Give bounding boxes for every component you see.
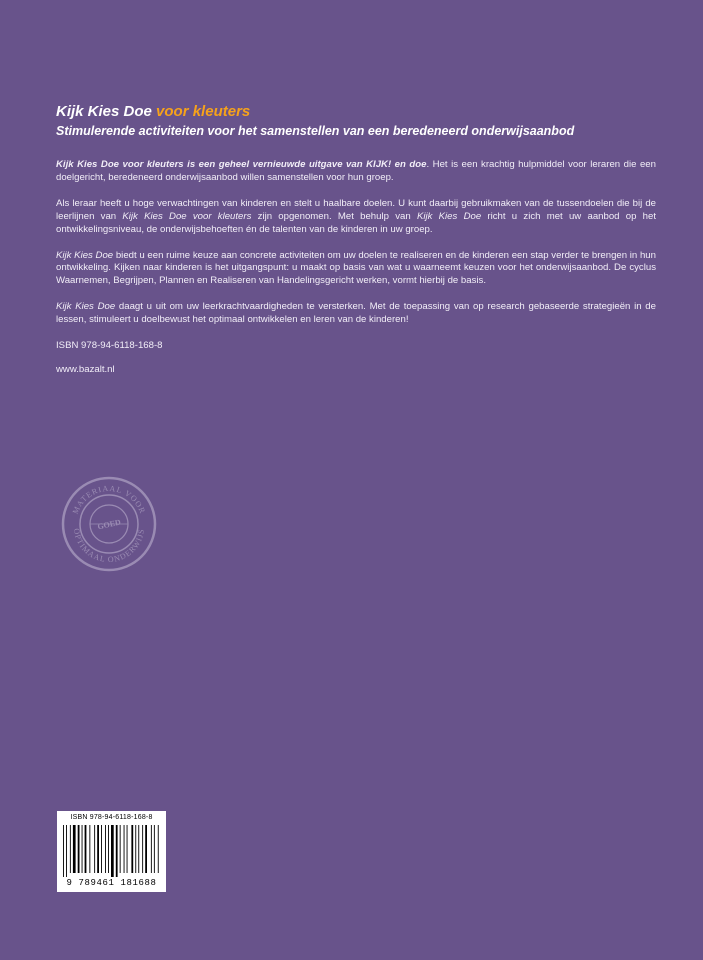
seal-center-text: GOED xyxy=(96,517,122,532)
barcode-bar xyxy=(105,825,106,873)
barcode-isbn-label: ISBN 978-94-6118-168-8 xyxy=(70,814,153,821)
title-main: Kijk Kies Doe xyxy=(56,103,152,120)
barcode-bar xyxy=(63,825,64,877)
barcode-bar xyxy=(89,825,90,873)
emphasis-run: Kijk Kies Doe voor kleuters xyxy=(122,210,252,222)
barcode-bar xyxy=(66,825,67,877)
title-accent: voor kleuters xyxy=(156,103,251,120)
barcode-bar xyxy=(108,825,109,873)
seal-icon xyxy=(60,475,158,573)
barcode-bar xyxy=(158,825,159,873)
barcode-bar xyxy=(94,825,95,873)
quality-seal-stamp xyxy=(60,475,158,573)
back-cover-text xyxy=(56,103,656,375)
emphasis-run: Kijk Kies Doe xyxy=(416,210,482,222)
text-run: zijn opgenomen. Met behulp van xyxy=(251,210,417,222)
barcode-bar xyxy=(70,825,71,873)
barcode-bar xyxy=(97,825,99,873)
seal-bottom-text: OPTIMAAL ONDERWIJS xyxy=(71,527,147,565)
barcode-bar xyxy=(124,825,125,873)
barcode-panel xyxy=(57,811,166,892)
barcode-bar xyxy=(78,825,80,873)
svg-text:OPTIMAAL ONDERWIJS xyxy=(72,528,146,564)
barcode-digits: 9 789461 181688 xyxy=(66,878,157,888)
barcode-bar xyxy=(116,825,118,877)
barcode-bar xyxy=(127,825,128,873)
barcode-bar xyxy=(120,825,121,873)
barcode-bar xyxy=(145,825,147,873)
barcode-bar xyxy=(73,825,76,873)
paragraph-skills xyxy=(56,301,656,327)
book-subtitle: Stimulerende activiteiten voor het samenstellen van een beredeneerd onderwijsaanbod xyxy=(56,124,575,138)
text-run: daagt u uit om uw leerkrachtvaardigheden te versterken. Met de toepassing van op research gebaseerde strategieën in de lessen, stimuleert u doelbewust het optimaal ontwikkelen en leren van de kinderen! xyxy=(56,301,656,326)
emphasis-run: Kijk Kies Doe xyxy=(56,249,114,261)
emphasis-run: Kijk Kies Doe xyxy=(56,301,116,313)
barcode-bar xyxy=(101,825,102,873)
barcode-bar xyxy=(85,825,87,873)
svg-text:MATERIAAL VOOR xyxy=(71,484,148,515)
paragraph-activities xyxy=(56,250,656,289)
paragraph-expectations xyxy=(56,198,656,237)
website-link[interactable]: www.bazalt.nl xyxy=(56,364,115,376)
text-run: biedt u een ruime keuze aan concrete activiteiten om uw doelen te realiseren en de kinderen een stap verder te brengen in hun ontwikkeling. Kijken naar kinderen is het uitgangspunt: u maakt op basis van wat u waarneemt keuzen voor het onderwijsaanbod. De cyclus Waarnemen, Begrijpen, Plannen en Realiseren van Handelingsgericht werken, vormt hierbij de basis. xyxy=(56,249,656,287)
isbn-text: ISBN 978-94-6118-168-8 xyxy=(56,340,163,352)
barcode-bar xyxy=(135,825,136,873)
barcode-bar xyxy=(111,825,114,877)
intro-lead: Kijk Kies Doe voor kleuters is een geheel vernieuwde uitgave van KIJK! en doe xyxy=(56,159,427,170)
barcode-bar xyxy=(138,825,139,873)
seal-top-text: MATERIAAL VOOR xyxy=(70,483,148,516)
barcode-bar xyxy=(154,825,155,873)
barcode-icon xyxy=(61,825,162,877)
barcode-bar xyxy=(82,825,83,873)
book-title xyxy=(56,103,656,121)
text-run: Als leraar heeft u hoge verwachtingen van kinderen en stelt u haalbare doelen. U kunt daarbij gebruikmaken van de tussendoelen die bij de leerlijnen van xyxy=(56,197,656,222)
text-run: richt u zich met uw aanbod op het ontwikkelingsniveau, de onderwijsbehoeften én de talenten van de kinderen in uw groep. xyxy=(56,210,657,235)
intro-rest: . Het is een krachtig hulpmiddel voor leraren die een doelgericht, beredeneerd onderwijsaanbod willen samenstellen voor hun groep. xyxy=(56,159,656,183)
barcode-bar xyxy=(151,825,152,873)
barcode-bar xyxy=(131,825,133,873)
paragraph-intro xyxy=(56,159,656,185)
barcode-bar xyxy=(142,825,143,873)
